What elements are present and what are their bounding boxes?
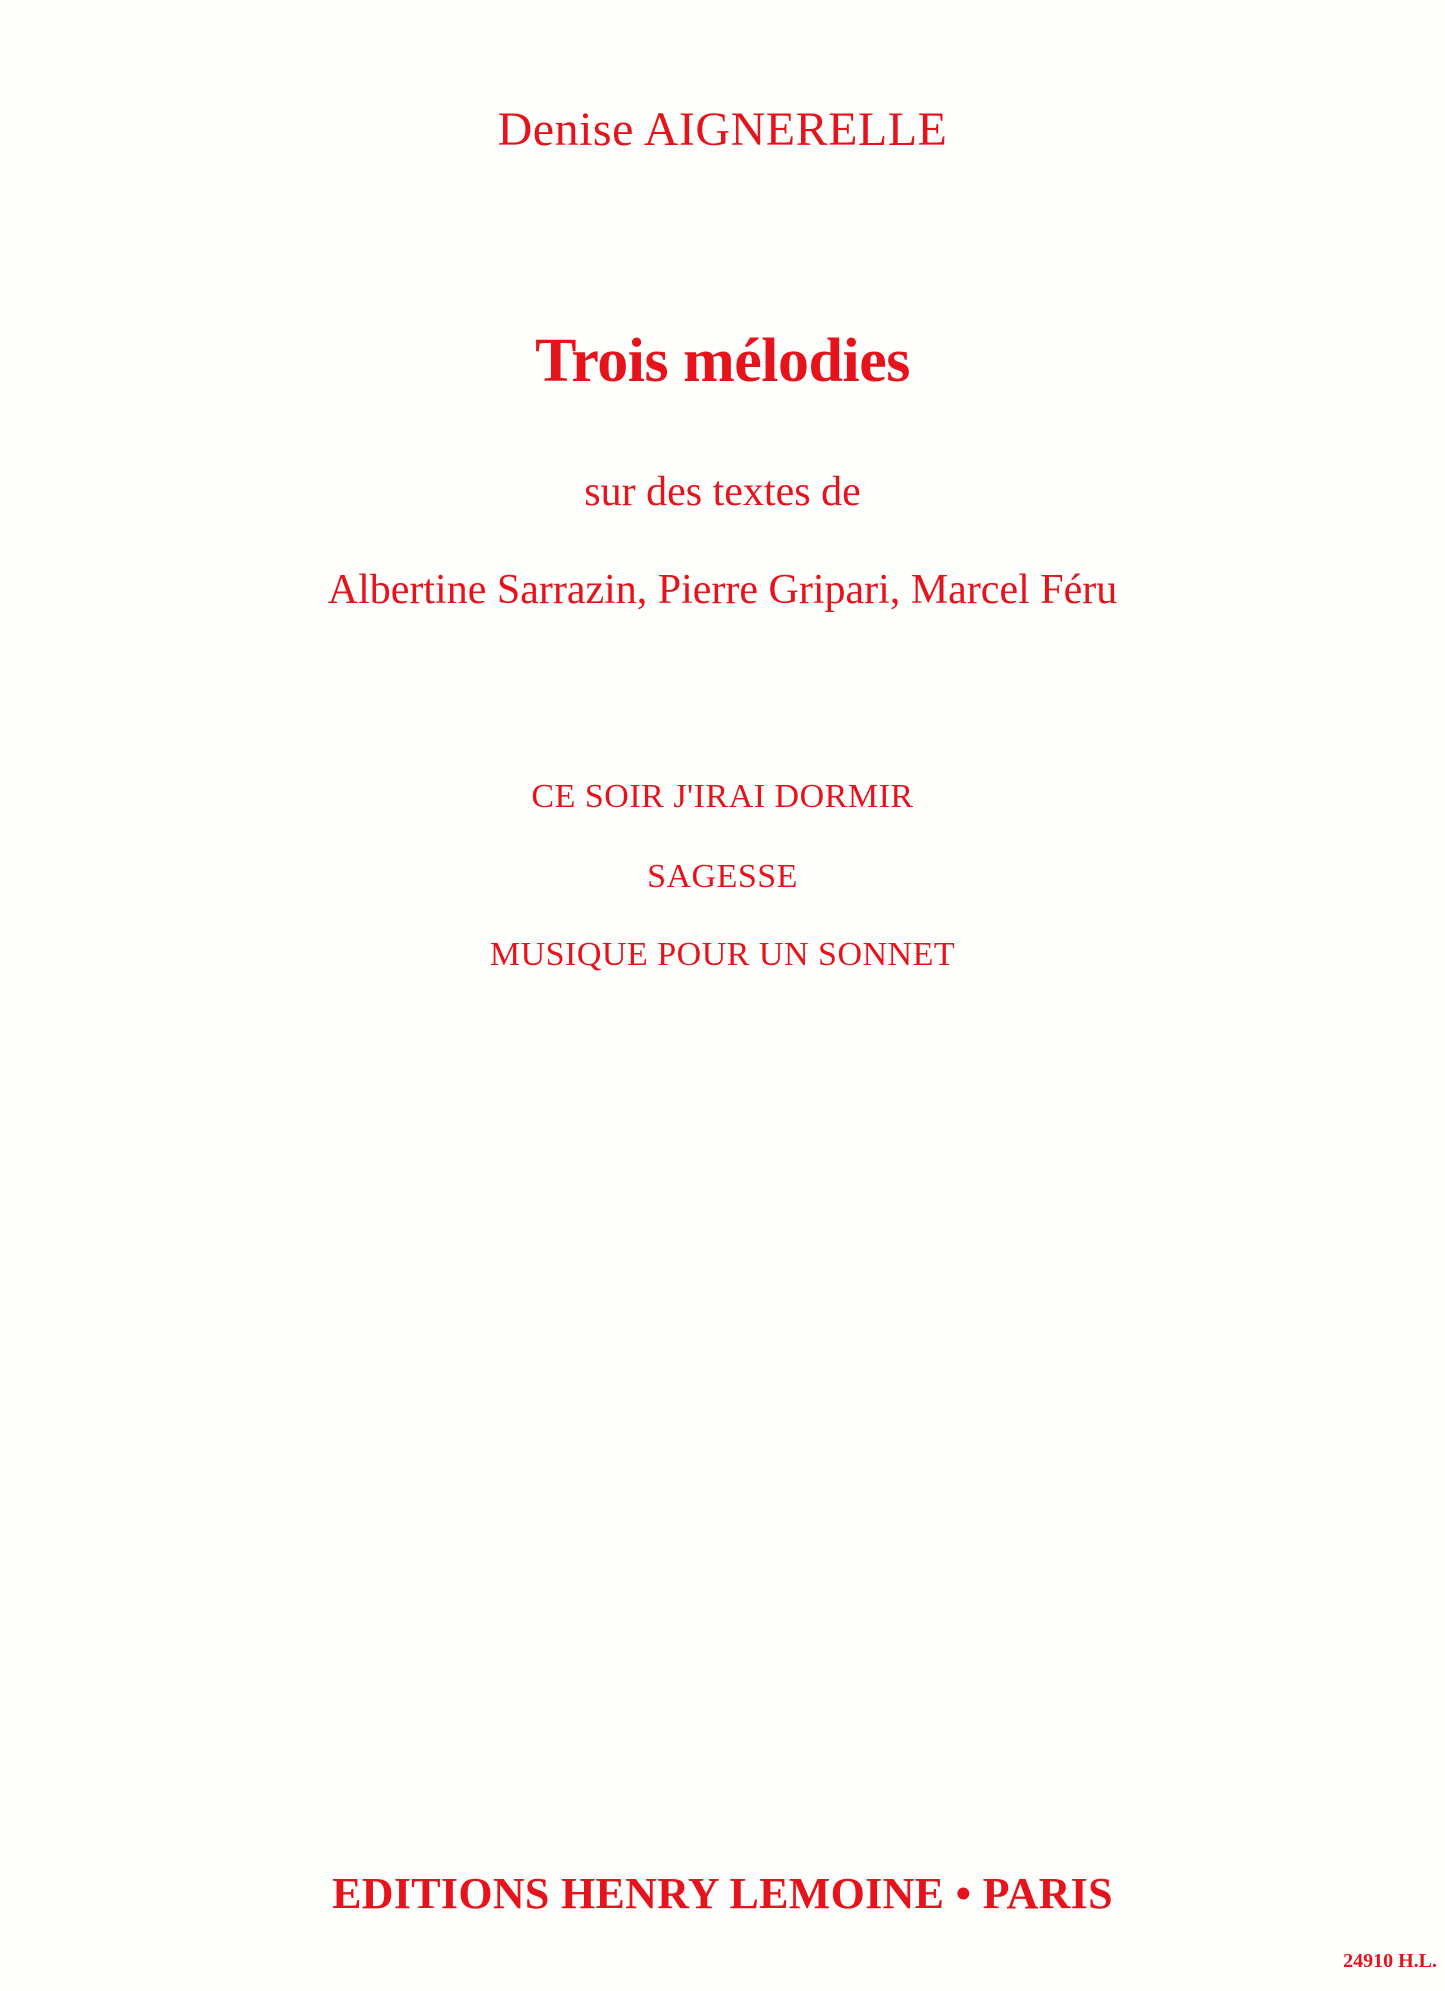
text-authors: Albertine Sarrazin, Pierre Gripari, Marcel Féru <box>327 567 1118 613</box>
piece-title: CE SOIR J'IRAI DORMIR <box>531 778 914 815</box>
subtitle: sur des textes de <box>584 469 861 515</box>
composer-name: Denise AIGNERELLE <box>497 103 948 156</box>
work-title: Trois mélodies <box>535 327 910 395</box>
catalog-number: 24910 H.L. <box>1343 1950 1437 1972</box>
piece-title: MUSIQUE POUR UN SONNET <box>489 936 956 973</box>
publisher-imprint: EDITIONS HENRY LEMOINE • PARIS <box>332 1869 1113 1918</box>
piece-title: SAGESSE <box>647 858 798 895</box>
